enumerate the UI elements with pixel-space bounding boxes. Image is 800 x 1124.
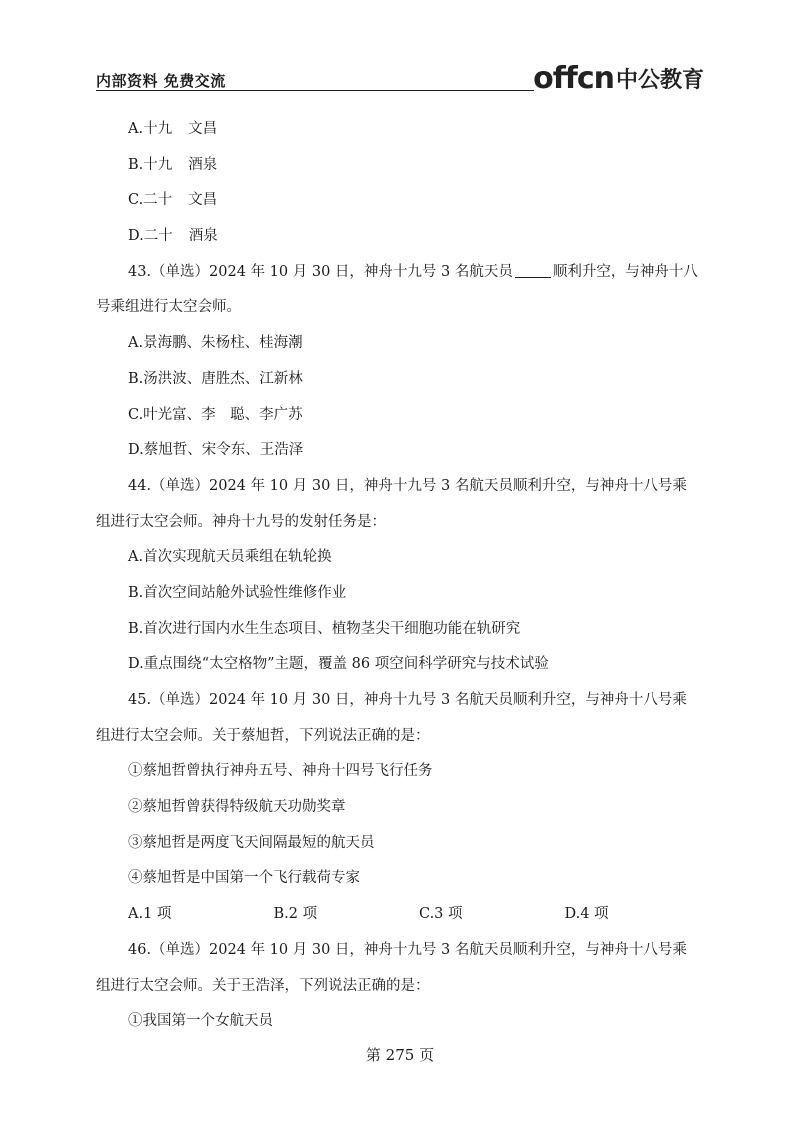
option-a: A.1 项: [128, 906, 172, 923]
question-45-cont: 组进行太空会师。关于蔡旭哲，下列说法正确的是：: [96, 727, 430, 744]
option-line: A.景海鹏、朱杨柱、桂海潮: [128, 335, 303, 352]
option-line: B.十九 酒泉: [128, 156, 218, 173]
page-number: 第 275 页: [365, 1046, 435, 1064]
question-43-cont: 号乘组进行太空会师。: [96, 299, 241, 316]
question-43: 43.（单选）2024 年 10 月 30 日，神舟十九号 3 名航天员 顺利升空，与神舟十八: [128, 263, 698, 280]
option-line: A.十九 文昌: [128, 121, 218, 137]
page-header: [96, 60, 704, 96]
option-line: B.首次空间站舱外试验性维修作业: [128, 584, 347, 601]
option-c: C.3 项: [419, 906, 463, 923]
option-line: A.首次实现航天员乘组在轨轮换: [128, 549, 332, 566]
header-label: 内部资料 免费交流: [96, 72, 226, 90]
offcn-logo: [533, 60, 704, 94]
option-line: D.重点围绕“太空格物”主题，覆盖 86 项空间科学研究与技术试验: [128, 656, 549, 673]
option-line: C.二十 文昌: [128, 192, 218, 209]
option-line: B.首次进行国内水生生态项目、植物茎尖干细胞功能在轨研究: [128, 620, 521, 637]
statement-line: ②蔡旭哲曾获得特级航天功勋奖章: [128, 799, 346, 816]
statement-line: ③蔡旭哲是两度飞天间隔最短的航天员: [128, 834, 375, 851]
option-line: B.汤洪波、唐胜杰、江新林: [128, 370, 303, 387]
logo-en-text: offcn: [533, 61, 614, 96]
logo-cn-text: 中公教育: [615, 68, 704, 93]
document-body: [96, 112, 710, 1040]
question-44-cont: 组进行太空会师。神舟十九号的发射任务是：: [96, 513, 386, 530]
option-line: C.叶光富、李 聪、李广苏: [128, 406, 303, 423]
answer-blank: [515, 263, 551, 278]
statement-line: ①我国第一个女航天员: [128, 1013, 273, 1030]
question-46: 46.（单选）2024 年 10 月 30 日，神舟十九号 3 名航天员顺利升空，与神舟十八号乘: [128, 941, 687, 958]
options-row: [128, 897, 710, 933]
question-45: 45.（单选）2024 年 10 月 30 日，神舟十九号 3 名航天员顺利升空，与神舟十八号乘: [128, 692, 687, 708]
question-46-cont: 组进行太空会师。关于王浩泽，下列说法正确的是：: [96, 977, 430, 994]
statement-line: ④蔡旭哲是中国第一个飞行载荷专家: [128, 870, 360, 887]
option-line: D.二十 酒泉: [128, 228, 218, 245]
option-b: B.2 项: [273, 906, 318, 923]
option-d: D.4 项: [564, 906, 609, 923]
header-rule: [96, 90, 534, 91]
statement-line: ①蔡旭哲曾执行神舟五号、神舟十四号飞行任务: [128, 763, 433, 780]
option-line: D.蔡旭哲、宋令东、王浩泽: [128, 442, 304, 459]
question-44: 44.（单选）2024 年 10 月 30 日，神舟十九号 3 名航天员顺利升空，与神舟十八号乘: [128, 477, 687, 494]
